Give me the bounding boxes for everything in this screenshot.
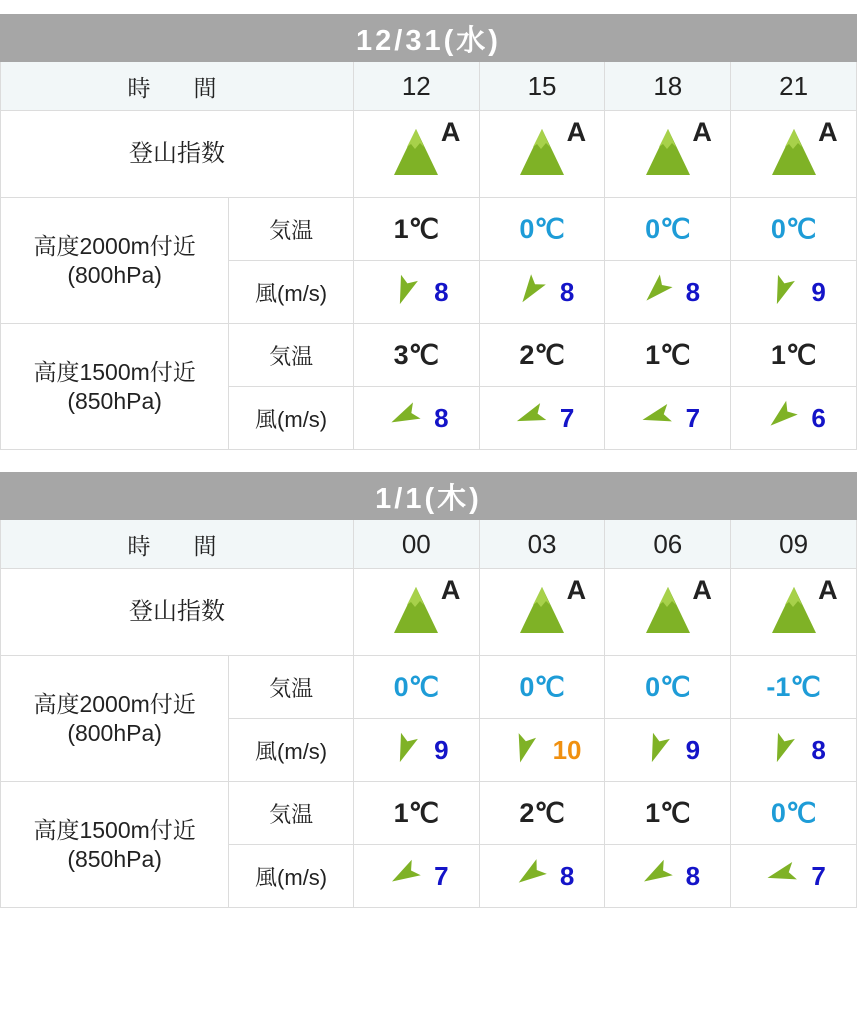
- wind-label: 風(m/s): [229, 845, 354, 908]
- climbing-index-cell: [605, 111, 731, 198]
- temperature-row: [1, 324, 857, 387]
- altitude-label-line1: 高度1500m付近: [33, 816, 196, 843]
- climbing-index-cell: [731, 111, 857, 198]
- climbing-index-row: [1, 111, 857, 198]
- temperature-value: 2℃: [479, 782, 605, 845]
- hour-cell: 15: [479, 62, 605, 111]
- wind-speed: 7: [685, 402, 701, 433]
- wind-arrow-icon: [636, 731, 678, 770]
- wind-value-cell: [731, 719, 857, 782]
- temperature-value: 1℃: [731, 324, 857, 387]
- hour-cell: 18: [605, 62, 731, 111]
- wind-label: 風(m/s): [229, 719, 354, 782]
- mountain-icon: [752, 116, 838, 181]
- wind-arrow-icon: [384, 731, 426, 770]
- day-table-1: [0, 472, 857, 908]
- mountain-icon: [500, 116, 587, 181]
- climbing-index-cell: [605, 569, 731, 656]
- wind-speed: 6: [811, 402, 826, 433]
- mountain-icon: [374, 116, 461, 181]
- temperature-value: 0℃: [605, 656, 731, 719]
- climbing-index-label: 登山指数: [1, 111, 354, 198]
- climbing-index-label: 登山指数: [1, 569, 354, 656]
- hour-cell: 03: [479, 520, 605, 569]
- index-grade: A: [818, 116, 838, 147]
- wind-value-cell: [353, 719, 479, 782]
- hour-cell: 06: [605, 520, 731, 569]
- temperature-value: 3℃: [353, 324, 479, 387]
- wind-value-cell: [479, 387, 605, 450]
- hour-row: [1, 520, 857, 569]
- index-grade: A: [566, 574, 587, 605]
- altitude-label-line2: (800hPa): [67, 261, 162, 288]
- climbing-index-cell: [731, 569, 857, 656]
- wind-value-cell: [605, 387, 731, 450]
- wind-value-cell: [479, 719, 605, 782]
- temperature-value: -1℃: [731, 656, 857, 719]
- wind-speed: 8: [434, 276, 449, 307]
- index-grade: A: [566, 116, 587, 147]
- date-header: 12/31(水): [1, 15, 857, 62]
- wind-arrow-icon: [761, 273, 803, 312]
- date-header: 1/1(木): [1, 473, 857, 520]
- climbing-index-row: [1, 569, 857, 656]
- wind-speed: 8: [685, 860, 701, 891]
- climbing-index-cell: [353, 569, 479, 656]
- wind-speed: 7: [434, 860, 449, 891]
- wind-value-cell: [353, 845, 479, 908]
- temperature-row: [1, 198, 857, 261]
- wind-arrow-icon: [510, 273, 552, 312]
- wind-value-cell: [353, 387, 479, 450]
- climbing-index-cell: [479, 111, 605, 198]
- mountain-icon: [374, 574, 461, 639]
- temperature-label: 気温: [229, 198, 354, 261]
- wind-arrow-icon: [384, 399, 426, 438]
- altitude-label-line1: 高度2000m付近: [33, 232, 196, 259]
- wind-value-cell: [605, 261, 731, 324]
- mountain-icon: [626, 116, 712, 181]
- hour-row-label: 時 間: [1, 520, 354, 569]
- wind-speed: 10: [552, 734, 582, 765]
- altitude-label-line1: 高度2000m付近: [33, 690, 196, 717]
- wind-speed: 7: [811, 860, 826, 891]
- wind-value-cell: [605, 845, 731, 908]
- wind-speed: 8: [811, 734, 826, 765]
- altitude-label-line2: (800hPa): [67, 719, 162, 746]
- temperature-value: 0℃: [353, 656, 479, 719]
- mountain-icon: [500, 574, 587, 639]
- temperature-value: 2℃: [479, 324, 605, 387]
- temperature-value: 0℃: [731, 198, 857, 261]
- temperature-label: 気温: [229, 782, 354, 845]
- wind-speed: 8: [685, 276, 701, 307]
- wind-value-cell: [731, 261, 857, 324]
- wind-value-cell: [353, 261, 479, 324]
- wind-speed: 8: [559, 276, 575, 307]
- wind-arrow-icon: [636, 857, 678, 896]
- temperature-row: [1, 656, 857, 719]
- wind-speed: 8: [559, 860, 575, 891]
- temperature-row: [1, 782, 857, 845]
- wind-label: 風(m/s): [229, 261, 354, 324]
- hour-row: [1, 62, 857, 111]
- day-table-0: [0, 14, 857, 450]
- mountain-icon: [752, 574, 838, 639]
- wind-label: 風(m/s): [229, 387, 354, 450]
- altitude-label: [1, 656, 229, 782]
- temperature-value: 0℃: [479, 656, 605, 719]
- date-header-row: [1, 473, 857, 520]
- temperature-value: 1℃: [353, 198, 479, 261]
- wind-value-cell: [731, 845, 857, 908]
- hour-cell: 09: [731, 520, 857, 569]
- altitude-label: [1, 198, 229, 324]
- date-header-row: [1, 15, 857, 62]
- wind-arrow-icon: [636, 399, 678, 438]
- temperature-label: 気温: [229, 656, 354, 719]
- altitude-label-line2: (850hPa): [67, 845, 162, 872]
- wind-value-cell: [605, 719, 731, 782]
- hour-row-label: 時 間: [1, 62, 354, 111]
- wind-arrow-icon: [384, 273, 426, 312]
- wind-speed: 9: [811, 276, 826, 307]
- wind-speed: 9: [434, 734, 449, 765]
- index-grade: A: [440, 116, 461, 147]
- wind-arrow-icon: [761, 399, 803, 438]
- temperature-value: 1℃: [605, 324, 731, 387]
- wind-arrow-icon: [761, 857, 803, 896]
- temperature-value: 0℃: [731, 782, 857, 845]
- mountain-icon: [626, 574, 712, 639]
- wind-arrow-icon: [761, 731, 803, 770]
- hour-cell: 12: [353, 62, 479, 111]
- temperature-value: 0℃: [605, 198, 731, 261]
- wind-value-cell: [479, 845, 605, 908]
- wind-value-cell: [731, 387, 857, 450]
- wind-value-cell: [479, 261, 605, 324]
- index-grade: A: [692, 574, 712, 605]
- temperature-value: 1℃: [605, 782, 731, 845]
- altitude-label: [1, 324, 229, 450]
- altitude-label: [1, 782, 229, 908]
- wind-arrow-icon: [636, 273, 678, 312]
- altitude-label-line1: 高度1500m付近: [33, 358, 196, 385]
- altitude-label-line2: (850hPa): [67, 387, 162, 414]
- index-grade: A: [818, 574, 838, 605]
- wind-arrow-icon: [510, 399, 552, 438]
- index-grade: A: [440, 574, 461, 605]
- wind-speed: 8: [434, 402, 449, 433]
- temperature-value: 0℃: [479, 198, 605, 261]
- wind-speed: 7: [559, 402, 575, 433]
- wind-arrow-icon: [384, 857, 426, 896]
- temperature-value: 1℃: [353, 782, 479, 845]
- hour-cell: 00: [353, 520, 479, 569]
- wind-arrow-icon: [510, 857, 552, 896]
- wind-speed: 9: [685, 734, 701, 765]
- temperature-label: 気温: [229, 324, 354, 387]
- climbing-index-cell: [353, 111, 479, 198]
- climbing-index-cell: [479, 569, 605, 656]
- wind-arrow-icon: [503, 731, 545, 770]
- hour-cell: 21: [731, 62, 857, 111]
- index-grade: A: [692, 116, 712, 147]
